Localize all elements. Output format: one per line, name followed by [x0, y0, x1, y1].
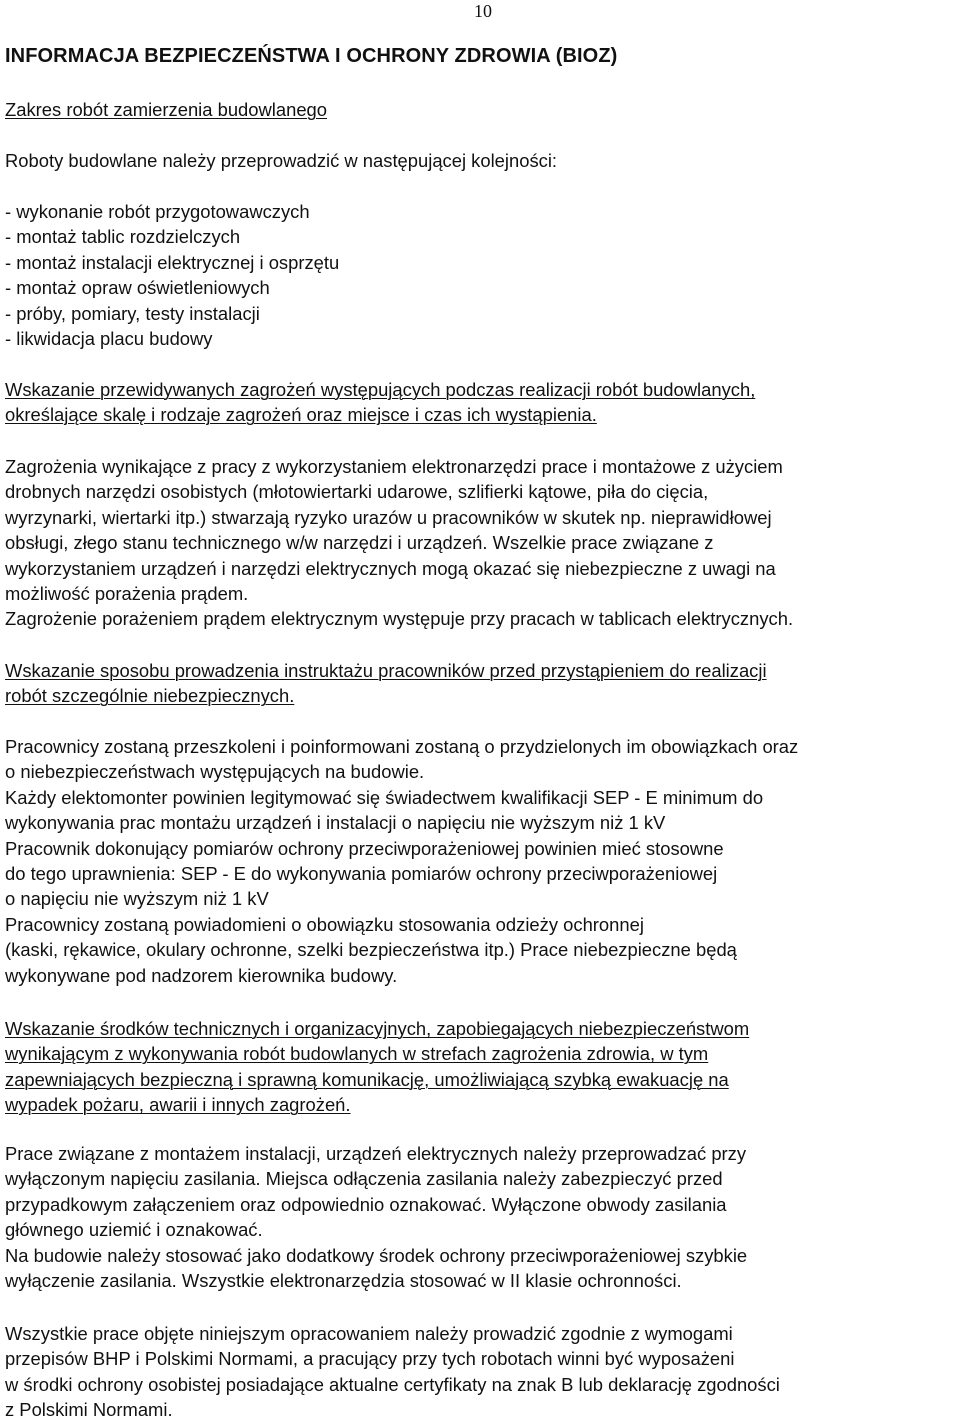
- text-line: Na budowie należy stosować jako dodatkowy środek ochrony przeciwporażeniowej szybkie: [5, 1244, 748, 1266]
- text-line: drobnych narzędzi osobistych (młotowiertarki udarowe, szlifierki kątowe, piła do cięcia,: [5, 481, 709, 503]
- text-line: o niebezpieczeństwach występujących na budowie.: [5, 761, 425, 783]
- text-line: Pracownicy zostaną powiadomieni o obowiązku stosowania odzieży ochronnej: [5, 913, 644, 935]
- text-line: wyłączenie zasilania. Wszystkie elektronarzędzia stosować w II klasie ochronności.: [5, 1270, 682, 1292]
- text-line: wyłączonym napięciu zasilania. Miejsca odłączenia zasilania należy zabezpieczyć przed: [5, 1168, 723, 1190]
- text-line: obsługi, złego stanu technicznego w/w narzędzi i urządzeń. Wszelkie prace związane z: [5, 532, 714, 554]
- order-intro: Roboty budowlane należy przeprowadzić w następującej kolejności:: [5, 150, 558, 171]
- list-item: - likwidacja placu budowy: [5, 328, 213, 350]
- order-intro-section: [5, 148, 557, 173]
- text-line: Wszystkie prace objęte niniejszym opracowaniem należy prowadzić zgodnie z wymogami: [5, 1323, 733, 1344]
- text-line: (kaski, rękawice, okulary ochronne, szelki bezpieczeństwa itp.) Prace niebezpieczne będą: [5, 939, 737, 961]
- hazards-heading: [5, 377, 755, 428]
- page-number: 10: [474, 1, 492, 21]
- heading-line: Wskazanie środków technicznych i organizacyjnych, zapobiegających niebezpieczeństwom: [5, 1018, 750, 1039]
- measures-paragraph: [5, 1141, 747, 1293]
- heading-line: wynikającym z wykonywania robót budowlanych w strefach zagrożenia zdrowia, w tym: [5, 1043, 709, 1065]
- text-line: Zagrożenia wynikające z pracy z wykorzystaniem elektronarzędzi prace i montażowe z użyciem: [5, 456, 783, 477]
- heading-line: Wskazanie sposobu prowadzenia instruktażu pracowników przed przystąpieniem do realizacji: [5, 660, 767, 681]
- text-line: Pracownicy zostaną przeszkoleni i poinformowani zostaną o przydzielonych im obowiązkach oraz: [5, 736, 799, 757]
- text-line: w środki ochrony osobistej posiadające aktualne certyfikaty na znak B lub deklarację zgodności: [5, 1373, 780, 1395]
- text-line: wykonywane pod nadzorem kierownika budowy.: [5, 964, 398, 986]
- scope-heading-section: [5, 97, 327, 122]
- list-item: - montaż tablic rozdzielczych: [5, 226, 241, 248]
- text-line: wykonywania prac montażu urządzeń i instalacji o napięciu nie wyższym niż 1 kV: [5, 812, 666, 834]
- heading-line: Wskazanie przewidywanych zagrożeń występujących podczas realizacji robót budowlanych,: [5, 379, 756, 400]
- text-line: przepisów BHP i Polskimi Normami, a pracujący przy tych robotach winni być wyposażeni: [5, 1348, 735, 1370]
- text-line: Każdy elektomonter powinien legitymować się świadectwem kwalifikacji SEP - E minimum do: [5, 786, 764, 808]
- text-line: do tego uprawnienia: SEP - E do wykonywania pomiarów ochrony przeciwporażeniowej: [5, 863, 718, 885]
- scope-heading: Zakres robót zamierzenia budowlanego: [5, 99, 328, 120]
- measures-heading: [5, 1016, 749, 1118]
- text-line: Prace związane z montażem instalacji, urządzeń elektrycznych należy przeprowadzać przy: [5, 1143, 747, 1164]
- document-title: INFORMACJA BEZPIECZEŃSTWA I OCHRONY ZDROWIA (BIOZ): [5, 45, 618, 67]
- instruction-paragraph: [5, 734, 798, 988]
- list-item: - montaż instalacji elektrycznej i osprzętu: [5, 251, 340, 273]
- text-line: głównego uziemić i oznakować.: [5, 1219, 263, 1241]
- text-line: przypadkowym załączeniem oraz odpowiednio oznakować. Wyłączone obwody zasilania: [5, 1193, 727, 1215]
- heading-line: określające skalę i rodzaje zagrożeń oraz miejsce i czas ich wystąpienia.: [5, 404, 597, 426]
- text-line: o napięciu nie wyższym niż 1 kV: [5, 888, 269, 910]
- text-line: Pracownik dokonujący pomiarów ochrony przeciwporażeniowej powinien mieć stosowne: [5, 837, 724, 859]
- text-line: wykorzystaniem urządzeń i narzędzi elektrycznych mogą okazać się niebezpieczne z uwagi na: [5, 557, 776, 579]
- heading-line: zapewniających bezpieczną i sprawną komunikację, umożliwiającą szybką ewakuację na: [5, 1068, 729, 1090]
- heading-line: wypadek pożaru, awarii i innych zagrożeń.: [5, 1094, 351, 1116]
- text-line: wyrzynarki, wiertarki itp.) stwarzają ryzyko urazów u pracowników w skutek np. nieprawidłowej: [5, 506, 772, 528]
- text-line: Zagrożenie porażeniem prądem elektrycznym występuje przy pracach w tablicach elektrycznych.: [5, 608, 794, 630]
- list-item: - montaż opraw oświetleniowych: [5, 277, 270, 299]
- order-list: [5, 199, 339, 351]
- heading-line: robót szczególnie niebezpiecznych.: [5, 685, 295, 707]
- hazards-paragraph: [5, 454, 793, 632]
- text-line: możliwość porażenia prądem.: [5, 583, 249, 605]
- list-item: - wykonanie robót przygotowawczych: [5, 201, 310, 222]
- text-line: z Polskimi Normami.: [5, 1399, 173, 1421]
- instruction-heading: [5, 658, 767, 709]
- closing-paragraph: [5, 1321, 780, 1423]
- list-item: - próby, pomiary, testy instalacji: [5, 302, 260, 324]
